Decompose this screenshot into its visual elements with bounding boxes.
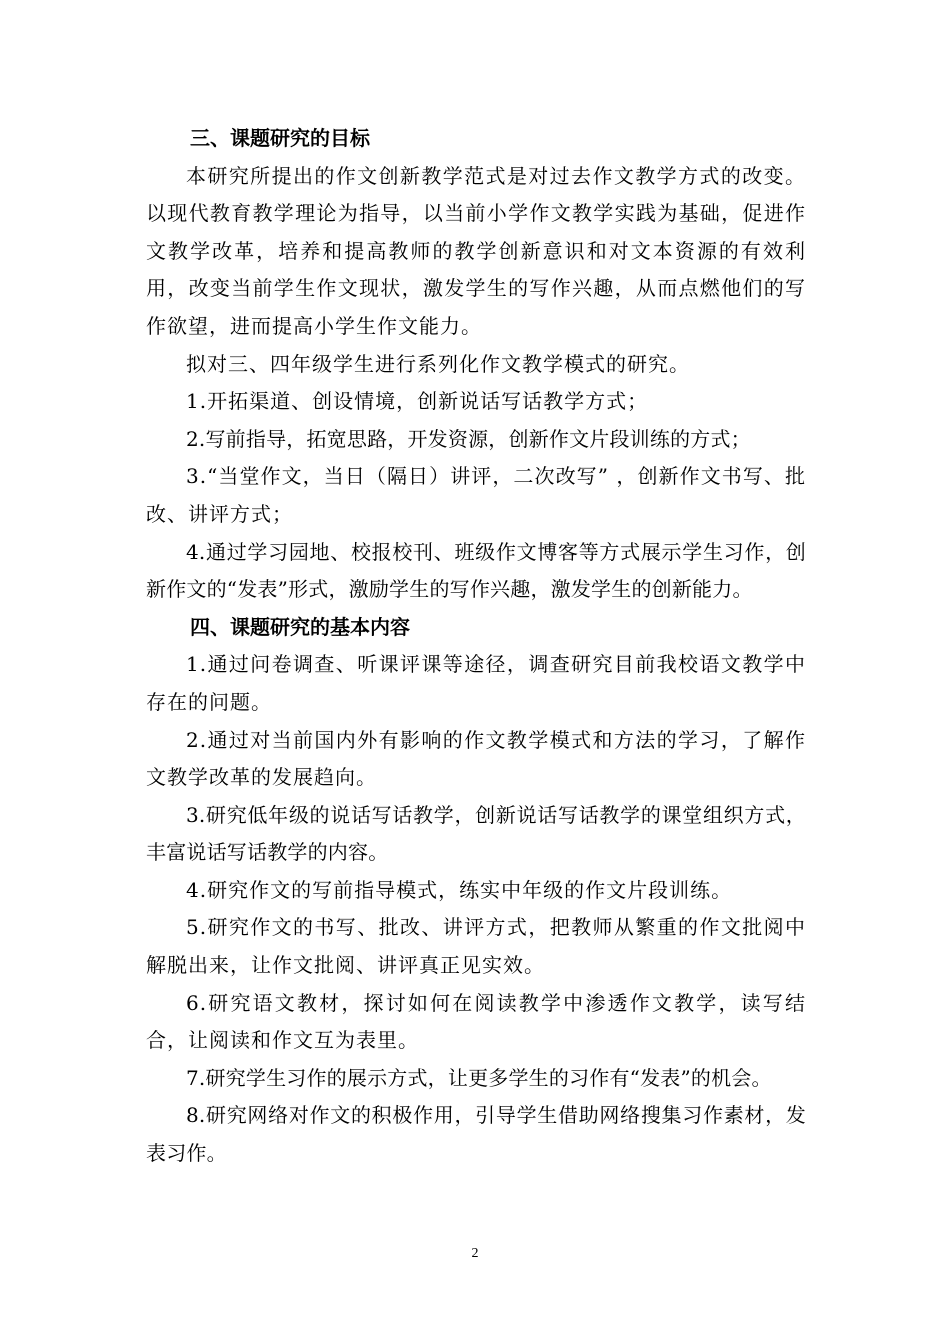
list-item: 3.研究低年级的说话写话教学，创新说话写话教学的课堂组织方式，丰富说话写话教学的内容。 <box>146 802 806 865</box>
document-body <box>146 120 806 1173</box>
list-item: 2.写前指导，拓宽思路，开发资源，创新作文片段训练的方式； <box>186 426 751 451</box>
list-item: 1.开拓渠道、创设情境，创新说话写话教学方式； <box>186 389 649 414</box>
list-item: 2.通过对当前国内外有影响的作文教学模式和方法的学习，了解作文教学改革的发展趋向。 <box>146 727 806 790</box>
list-item: 4.研究作文的写前指导模式，练实中年级的作文片段训练。 <box>186 877 733 902</box>
paragraph: 拟对三、四年级学生进行系列化作文教学模式的研究。 <box>186 351 690 376</box>
page-number: 2 <box>471 1246 479 1261</box>
section-research-content <box>146 609 806 1173</box>
list-item: 1.通过问卷调查、听课评课等途径，调查研究目前我校语文教学中存在的问题。 <box>146 652 806 714</box>
section-heading-content: 四、课题研究的基本内容 <box>190 614 410 639</box>
list-item: 6.研究语文教材，探讨如何在阅读教学中渗透作文教学，读写结合，让阅读和作文互为表里。 <box>146 990 806 1053</box>
list-item: 4.通过学习园地、校报校刊、班级作文博客等方式展示学生习作，创新作文的“发表”形式，激励学生的写作兴趣，激发学生的创新能力。 <box>146 539 806 602</box>
list-item: 5.研究作文的书写、批改、讲评方式，把教师从繁重的作文批阅中解脱出来，让作文批阅、讲评真正见实效。 <box>146 915 806 978</box>
list-item: 8.研究网络对作文的积极作用，引导学生借助网络搜集习作素材，发表习作。 <box>146 1103 806 1166</box>
paragraph: 本研究所提出的作文创新教学范式是对过去作文教学方式的改变。以现代教育教学理论为指导，以当前小学作文教学实践为基础，促进作文教学改革，培养和提高教师的教学创新意识和对文本资源的有效利用，改变当前学生作文现状，激发学生的写作兴趣，从而点燃他们的写作欲望，进而提高小学生作文能力。 <box>146 163 806 338</box>
list-item: 3.“当堂作文，当日（隔日）讲评，二次改写” ，创新作文书写、批改、讲评方式； <box>146 464 806 526</box>
section-research-goals <box>146 120 806 609</box>
list-item: 7.研究学生习作的展示方式，让更多学生的习作有“发表”的机会。 <box>186 1065 772 1090</box>
section-heading-goals: 三、课题研究的目标 <box>190 126 370 150</box>
